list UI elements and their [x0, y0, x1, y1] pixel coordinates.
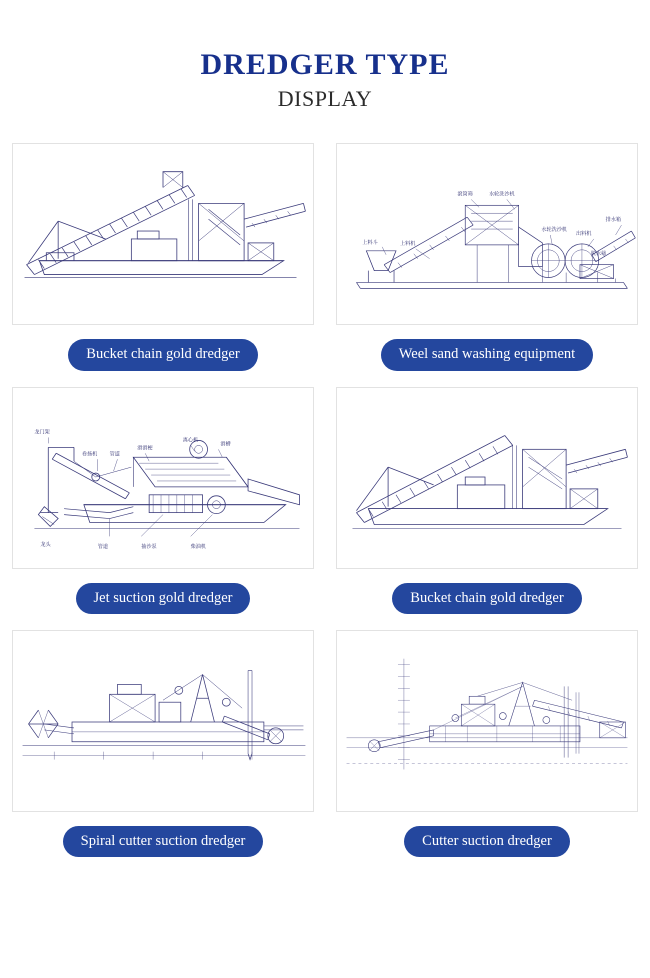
- dredger-caption-3[interactable]: Jet suction gold dredger: [76, 583, 251, 614]
- dredger-caption-2[interactable]: Weel sand washing equipment: [381, 339, 593, 370]
- diagram-label: 管道: [109, 450, 120, 457]
- dredger-card-2[interactable]: [336, 143, 638, 370]
- page-title: DREDGER TYPE: [200, 48, 450, 81]
- dredger-caption-1[interactable]: Bucket chain gold dredger: [68, 339, 257, 370]
- dredger-caption-6[interactable]: Cutter suction dredger: [404, 826, 570, 857]
- diagram-label: 龙门架: [34, 429, 50, 436]
- diagram-label: 水轮洗沙机: [541, 227, 568, 234]
- diagram-label: 滾筒筛: [457, 191, 473, 198]
- dredger-card-4[interactable]: [336, 387, 638, 614]
- dredger-card-3[interactable]: [12, 387, 314, 614]
- diagram-label: 卷扬机: [81, 450, 98, 457]
- diagram-label: 脱水筛: [590, 250, 607, 257]
- diagram-label: 管道: [97, 543, 108, 550]
- weel-sand-washing-equipment-drawing: [336, 143, 638, 325]
- dredger-caption-5[interactable]: Spiral cutter suction dredger: [63, 826, 264, 857]
- diagram-label: 龙头: [40, 541, 51, 548]
- dredger-card-5[interactable]: [12, 630, 314, 857]
- diagram-label: 抽沙泵: [141, 543, 157, 550]
- dredger-grid: [0, 143, 650, 857]
- diagram-label: 上料斗: [362, 240, 378, 247]
- page-header: [0, 0, 650, 111]
- spiral-cutter-suction-dredger-drawing: [12, 630, 314, 812]
- diagram-label: 离心机: [182, 436, 199, 443]
- dredger-card-1[interactable]: [12, 143, 314, 370]
- diagram-label: 上料机: [399, 241, 416, 248]
- diagram-label: 滑滑梗: [137, 444, 153, 451]
- bucket-chain-gold-dredger-drawing: [12, 143, 314, 325]
- diagram-label: 水轮洗沙机: [488, 191, 515, 198]
- bucket-chain-gold-dredger-drawing-2: [336, 387, 638, 569]
- diagram-label: 出料机: [576, 231, 592, 238]
- dredger-caption-4[interactable]: Bucket chain gold dredger: [392, 583, 581, 614]
- jet-suction-gold-dredger-drawing: [12, 387, 314, 569]
- diagram-label: 柴油机: [190, 543, 207, 550]
- page-subtitle: DISPLAY: [277, 86, 373, 111]
- diagram-label: 滑槽: [220, 440, 231, 447]
- cutter-suction-dredger-drawing: [336, 630, 638, 812]
- diagram-label: 排水箱: [605, 217, 622, 224]
- dredger-card-6[interactable]: [336, 630, 638, 857]
